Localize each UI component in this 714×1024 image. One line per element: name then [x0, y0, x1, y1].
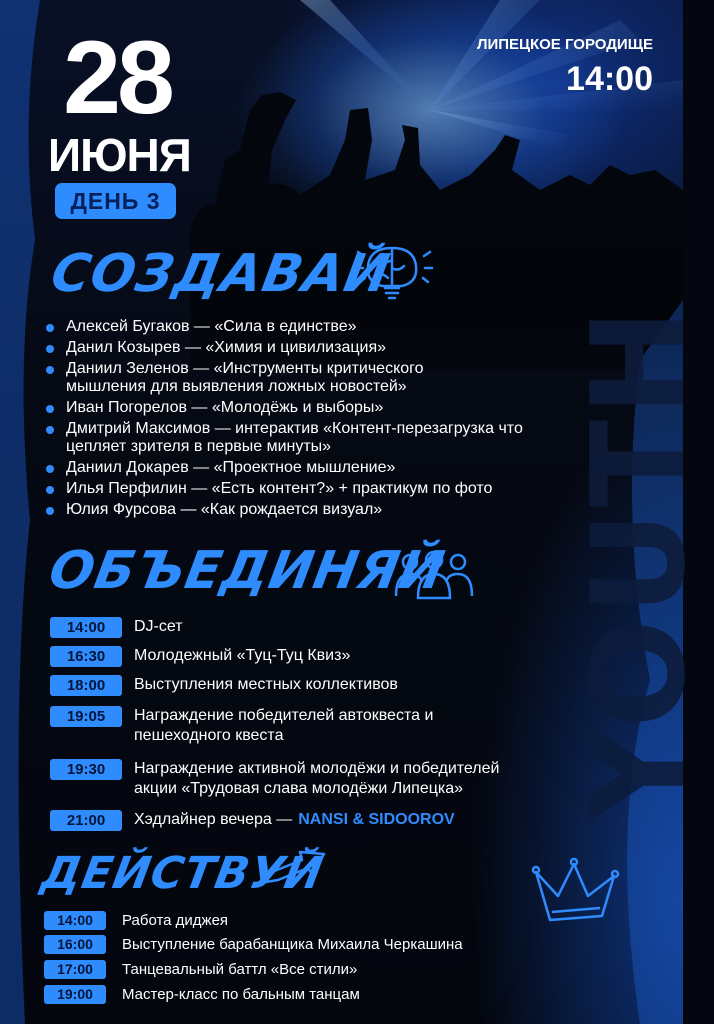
arrow-icon	[262, 846, 328, 886]
start-time: 14:00	[566, 60, 653, 98]
time-badge: 19:00	[44, 985, 106, 1004]
time-badge: 18:00	[50, 675, 122, 696]
list-item: Даниил Зеленов — «Инструменты критического мышления для выявления ложных новостей»	[44, 360, 466, 396]
table-row	[44, 911, 562, 930]
speakers-list	[44, 318, 544, 522]
list-item: Дмитрий Максимов — интерактив «Контент-перезагрузка что цепляет зрителя в первые минуты»	[44, 420, 536, 456]
day-badge: ДЕНЬ 3	[55, 183, 176, 219]
section-title-create: СОЗДАВАЙ	[46, 244, 395, 304]
time-badge: 14:00	[44, 911, 106, 930]
list-item: Даниил Докарев — «Проектное мышление»	[44, 459, 544, 477]
time-badge: 16:00	[44, 935, 106, 954]
list-item: Иван Погорелов — «Молодёжь и выборы»	[44, 399, 544, 417]
event-label: Выступление барабанщика Михаила Черкашина	[122, 936, 463, 953]
table-row	[50, 617, 544, 638]
people-group-icon	[392, 548, 476, 602]
date-month: ИЮНЯ	[48, 129, 191, 181]
event-label: Мастер-класс по бальным танцам	[122, 986, 360, 1003]
event-label: Танцевальный баттл «Все стили»	[122, 961, 358, 978]
event-label: Молодежный «Туц-Туц Квиз»	[134, 647, 351, 664]
time-badge: 16:30	[50, 646, 122, 667]
time-badge: 19:30	[50, 759, 122, 780]
table-row	[50, 759, 534, 799]
section-title-act: ДЕЙСТВУЙ	[37, 848, 328, 899]
table-row	[44, 960, 562, 979]
table-row	[50, 646, 544, 667]
brain-bulb-icon	[352, 238, 436, 302]
table-row	[50, 810, 544, 831]
time-badge: 19:05	[50, 706, 122, 727]
event-label: Работа диджея	[122, 912, 229, 929]
table-row	[44, 985, 562, 1004]
left-brush-edge	[0, 0, 40, 1024]
headliner-name: NANSI & SIDOORОV	[298, 811, 455, 828]
venue-label: ЛИПЕЦКОЕ ГОРОДИЩЕ	[476, 36, 653, 53]
table-row	[50, 706, 454, 746]
time-badge: 21:00	[50, 810, 122, 831]
table-row	[50, 675, 544, 696]
event-label: Награждение активной молодёжи и победителей акции «Трудовая слава молодёжи Липецка»	[134, 760, 500, 797]
event-label	[134, 810, 544, 830]
youth-watermark: YOUTH	[565, 304, 714, 820]
event-label: Выступления местных коллективов	[134, 676, 398, 693]
table-row	[44, 935, 562, 954]
event-label: DJ-сет	[134, 618, 183, 635]
list-item: Данил Козырев — «Химия и цивилизация»	[44, 339, 544, 357]
list-item: Алексей Бугаков — «Сила в единстве»	[44, 318, 544, 336]
date-number: 28	[63, 20, 171, 136]
time-badge: 14:00	[50, 617, 122, 638]
time-badge: 17:00	[44, 960, 106, 979]
section-title-unite: ОБЪЕДИНЯЙ	[44, 541, 450, 601]
event-text: Хэдлайнер вечера —	[134, 811, 293, 828]
list-item: Юлия Фурсова — «Как рождается визуал»	[44, 501, 544, 519]
list-item: Илья Перфилин — «Есть контент?» + практикум по фото	[44, 480, 544, 498]
event-label: Награждение победителей автоквеста и пешеходного квеста	[134, 707, 434, 744]
